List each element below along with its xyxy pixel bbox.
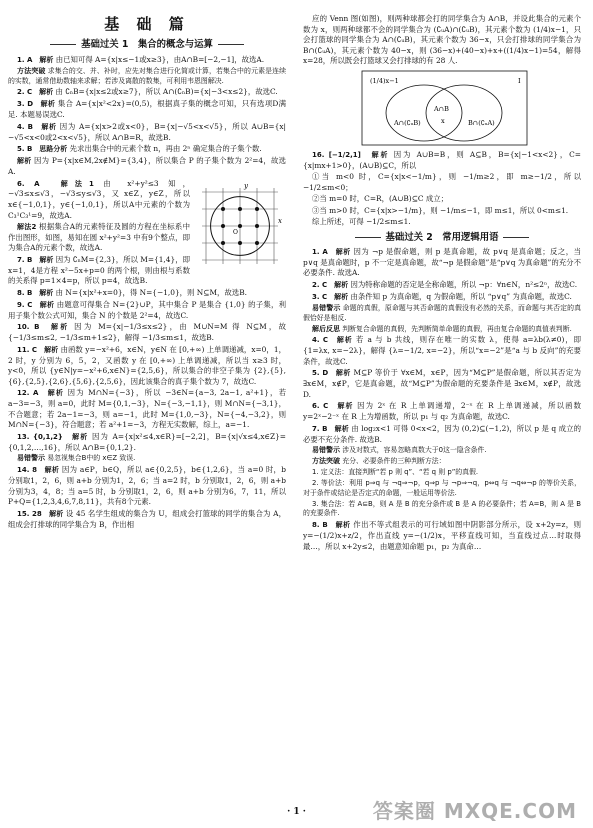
item-text: 因为 P={x|x∈M,2x∉M}={3,4}，所以集合 P 的子集个数为 2²=4，故选A.: [8, 156, 286, 177]
axis-label: y: [244, 181, 248, 190]
item-label: 11. C 解析: [17, 345, 59, 354]
venn-label: x: [441, 116, 445, 125]
right-paragraph: [303, 14, 581, 67]
item-label: 8. B 解析: [312, 521, 351, 530]
right-paragraph: [303, 457, 581, 467]
left-paragraph: [8, 388, 286, 430]
lattice-point: [238, 207, 242, 211]
venn-diagram: [322, 69, 562, 147]
right-paragraph: [303, 335, 581, 367]
lattice-point: [221, 224, 225, 228]
page-number: · 1 ·: [287, 807, 306, 817]
right-paragraph: [303, 292, 581, 303]
item-label: 解后反思: [312, 324, 340, 333]
item-text: 因为特称命题的否定是全称命题，所以 ¬p：∀n∈N，n²≤2ⁿ，故选C.: [350, 279, 578, 289]
item-text: 因为 A={x|x>2或x<0}，B={x|−√5<x<√5}，所以 A∪B={x|−√5<x<0或2<x<√5}，所以 A∩B=R，故选B.: [8, 121, 286, 142]
item-label: 2. C 解析: [312, 280, 349, 289]
origin-label: O: [233, 228, 238, 236]
right-paragraph: [303, 280, 581, 291]
right-paragraph: [303, 424, 581, 445]
item-label: 方法突破: [312, 457, 340, 466]
item-text: 由 N={x|x²+x=0}，得 N={−1,0}，则 N⊆M，故选B.: [55, 287, 247, 297]
item-text: 先求出集合中的元素个数 n，再由 2ⁿ 确定集合的子集个数.: [69, 144, 262, 154]
left-paragraph: [8, 345, 286, 387]
item-text: 求集合的交、并、补时，应先对集合进行化简或计算，若集合中的元素是连续的实数，通常借助数轴来求解；若涉及离散的数集，可利用韦恩图解决.: [8, 66, 286, 85]
item-label: 13. {0,1,2} 解析: [17, 432, 89, 441]
item-label: 2. C 解析: [17, 88, 54, 97]
right-paragraph: [303, 500, 581, 520]
item-text: 因为 2ˣ 在 R 上单调递增，2⁻ˣ 在 R 上单调递减，所以函数 y=2ˣ−2⁻ˣ 在 R 上为增函数，所以 p₁ 与 q₂ 为真命题，故选C.: [303, 401, 581, 422]
item-label: 6. A 解法1: [17, 179, 94, 188]
item-text: 1. 定义法：直接判断“若 p 则 q”、“若 q 则 p”的真假.: [312, 468, 479, 477]
item-label: 易错警示: [312, 446, 340, 455]
right-paragraph: [303, 304, 581, 324]
item-label: 5. B 思路分析: [17, 145, 68, 154]
section-heading-1: 基础过关 1 集合的概念与运算: [8, 38, 286, 51]
lattice-point: [238, 241, 242, 245]
item-label: 4. C 解析: [312, 336, 353, 345]
item-text: ③当 m>0 时，C={x|x>−1/m}，则 −1/m≤−1，即 m≤1，所以 0<m≤1.: [312, 205, 569, 215]
set-ellipse: [386, 85, 462, 141]
lattice-point: [238, 224, 242, 228]
item-label: 4. B 解析: [17, 122, 57, 131]
lattice-point: [221, 207, 225, 211]
item-text: 2. 等价法：利用 p⇒q 与 ¬q⇒¬p，q⇒p 与 ¬p⇒¬q，p⇔q 与 ¬q⇔¬p 的等价关系，对于条件或结论是否定式的命题，一般运用等价法.: [303, 478, 581, 497]
left-paragraph: [8, 55, 286, 66]
right-column: [303, 14, 581, 553]
right-paragraph: [303, 325, 581, 335]
item-text: 若 a 与 b 共线，则存在唯一的实数 λ，使得 a=λb(λ≠0)，即 {1=λx, x=−2λ}，解得 {λ=−1/2, x=−2}，所以“x=−2”是“a 与 b 反向”的充要条件，故选C.: [303, 335, 581, 366]
venn-label: (1/4)x−1: [370, 76, 399, 85]
venn-label: B∩(∁ᵤA): [468, 118, 495, 127]
item-label: 5. D 解析: [312, 369, 351, 378]
item-label: 7. B 解析: [312, 424, 349, 433]
left-paragraph: [8, 509, 286, 530]
lattice-point: [255, 224, 259, 228]
section-heading-2: 基础过关 2 常用逻辑用语: [303, 231, 581, 244]
venn-svg: [322, 69, 562, 147]
item-text: 3. 集合法：若 A⊆B，则 A 是 B 的充分条件或 B 是 A 的必要条件；若 A=B，则 A 是 B 的充要条件.: [303, 499, 581, 518]
lattice-svg: [194, 180, 286, 272]
item-label: 解析: [17, 157, 32, 166]
item-text: 因为 ∁ₙM={2,3}，所以 M={1,4}，即 x=1，4是方程 x²−5x+p=0 的两个根，则由根与系数的关系得 p=1×4=p，所以 p=4，故选B.: [8, 255, 190, 286]
item-text: 判断复合命题的真假，先判断简单命题的真假，再由复合命题的真值表判断.: [342, 324, 572, 333]
item-label: 10. B 解析: [17, 323, 70, 332]
item-text: 命题的真假，原命题与其否命题的真假没有必然的关系，而命题与其否定的真假恰好是相反.: [303, 303, 581, 322]
right-paragraph: [303, 150, 581, 171]
right-paragraph: [303, 247, 581, 279]
item-text: 因为 ¬p 是假命题，则 p 是真命题，故 p∨q 是真命题；反之，当 p∨q 是真命题时，p 不一定是真命题，故“¬p 是假命题”是“p∨q 为真命题”的充分不必要条件. 故选A.: [303, 246, 581, 278]
right-paragraph: [303, 479, 581, 499]
page-title: 基 础 篇: [104, 15, 190, 33]
item-text: 由 ∁ₙB={x|x≤2或x≥7}，所以 A∩(∁ₙB)={x|−3<x≤2}，故选C.: [55, 87, 278, 97]
item-text: ②当 m=0 时，C=R，(A∪B)⊆C 成立；: [312, 194, 449, 204]
venn-label: A∩B: [434, 104, 449, 113]
item-text: 由已知可得 A={x|x≤−1或x≥3}，由A∩B=[−2,−1]，故选A.: [55, 54, 265, 64]
item-text: 涉及对数式，容易忽略真数大于0这一隐含条件.: [342, 446, 487, 455]
item-text: 由 log₂x<1 可得 0<x<2，因为 (0,2)⊆(−1,2)，所以 p 是 q 成立的必要不充分条件. 故选B.: [303, 423, 581, 444]
left-paragraph: [8, 454, 286, 464]
right-paragraph: [303, 217, 581, 228]
axis-label: x: [278, 216, 282, 225]
item-text: 由条件知 p 为真命题，q 为假命题，所以 “p∨q” 为真命题，故选C.: [350, 291, 572, 301]
item-text: 因为 A={x|x²≤4,x∈R}=[−2,2]，B={x|√x≤4,x∈Z}={0,1,2,…,16}，所以 A∩B={0,1,2}.: [8, 431, 287, 452]
item-text: ①当 m<0 时，C={x|x<−1/m}，则 −1/m≥2，即 m≥−1/2，所以 −1/2≤m<0；: [303, 172, 581, 192]
left-paragraph: [8, 465, 286, 507]
item-text: 易忽视集合B中的 x∈Z 致误.: [47, 454, 136, 463]
left-paragraph: [8, 288, 286, 299]
item-text: 因为 M∩N={−3}，所以 −3∈N={a−3, 2a−1, a²+1}，若 a−3=−3，则 a=0，此时 M={0,1,−3}，N={−3,−1,1}，则 M∩N={−3,1}，不合题意；若 2a−1=−3，则 a=−1，此时 M={1,0,−3}，N={−4,−3,2}，则 M∩N={−3}，符合题意；若 a²+1=−3，方程无实数解，综上，a=−1.: [8, 388, 286, 430]
item-label: 3. D 解析: [17, 100, 56, 109]
left-paragraph: [8, 300, 286, 321]
item-text: 集合 A={x|x²<2x}=(0,5)，根据真子集的概念可知，只有选项D满足. 本题易误选C.: [8, 99, 286, 120]
left-paragraph: [8, 322, 286, 343]
right-paragraph: [303, 401, 581, 422]
circle-lattice-figure: [194, 180, 286, 272]
item-label: 8. B 解析: [17, 288, 54, 297]
item-text: 由函数 y=−x²+6，x∈N，y∈N 在 [0,+∞) 上单调递减，x=0，1，2 时，y 分别为 6，5，2，又函数 y 在 [0,+∞) 上单调递减，所以当 x≥3 时，y<0，所以 {y∈N|y=−x²+6,x∈N}={2,5,6}，所以集合的非空子集为 {2},{5},{6},{2,5},{2,6},{5,6},{2,5,6}，因此该集合的真子集个数为 7，故选C.: [8, 344, 286, 386]
item-text: 作出不等式组表示的可行域如图中阴影部分所示，设 x+2y=z，则 y=−(1/2)x+z/2，作出直线 y=−(1/2)x，平移直线可知，当直线过点…时取得最…，所以 x+2y≤2，由题意知命题 p₁，p₂ 为真命…: [303, 520, 581, 551]
item-text: 充分、必要条件的三种判断方法：: [342, 457, 446, 466]
item-label: 6. C 解析: [312, 402, 354, 411]
venn-label: I: [518, 76, 521, 85]
item-text: 根据集合A的元素特征及圆的方程在坐标系中作出图形，如图，易知在圆 x²+y²=3 中有9个整点，即为集合A的元素个数，故选A.: [8, 222, 190, 253]
item-label: 易错警示: [17, 454, 45, 463]
item-text: 综上所述，可得 −1/2≤m≤1.: [312, 217, 411, 227]
left-paragraph: [8, 87, 286, 98]
left-paragraph: [8, 432, 286, 453]
right-paragraph: [303, 206, 581, 217]
right-paragraph: [303, 194, 581, 205]
item-text: 因为 M={x|−1/3≤x≤2}，由 M∪N=M 得 N⊆M，故 {−1/3≤m≤2, −1/3≤m+1≤2}，解得 −1/3≤m≤1，故选B.: [8, 322, 286, 343]
right-paragraph: [303, 446, 581, 456]
left-paragraph: [8, 156, 286, 177]
item-text: 应的 Venn 图(如图)，则两种球都会打的同学集合为 A∩B，并设此集合的元素个数为 x，则两种球都不会的同学集合为 (∁ᵤA)∩(∁ᵤB)，其元素个数为 (1/4)x−1，只会打篮球的同学集合为 A∩(∁ᵤB)，其元素个数为 36−x，只会打排球的同学集合为 B∩(∁ᵤA)，其元素个数为 40−x，则 (36−x)+(40−x)+x+((1/4)x−1)=54，解得 x=28，所以既会打篮球又会打排球的有 28 人.: [303, 14, 581, 66]
item-text: 因为 a∈P，b∈Q，所以 a∈{0,2,5}，b∈{1,2,6}，当 a=0 时，b 分别取1，2，6，则 a+b 分别为1，2，6；当 a=2 时，b 分别取1，2，6，则 a+b 分别为3，4，8；当 a=5 时，b 分别取1，2，6，则 a+b 分别为6，7，11，所以 P+Q={1,2,3,4,6,7,8,11}，共有8个元素.: [8, 465, 286, 507]
item-label: 方法突破: [17, 66, 46, 75]
item-text: M⊆P 等价于 ∀x∈M，x∈P，因为“M⊆P”是假命题，所以其否定为 ∃x∈M，x∉P，它是真命题，故“M⊆P”为假命题的充要条件是 ∃x∈M，x∉P，故选D.: [303, 368, 581, 399]
left-paragraph: [8, 67, 286, 87]
venn-label: A∩(∁ᵤB): [394, 118, 421, 127]
right-paragraph: [303, 172, 581, 193]
lattice-point: [221, 241, 225, 245]
lattice-point: [255, 207, 259, 211]
item-label: 3. C 解析: [312, 292, 349, 301]
left-paragraph: [8, 99, 286, 120]
item-text: 由题意可得集合 N={2}∪P，其中集合 P 是集合 {1,0} 的子集，利用子集个数公式可知，集合 N 的个数是 2²=4，故选C.: [8, 299, 286, 320]
item-label: 12. A 解析: [17, 389, 65, 398]
right-paragraph: [303, 468, 581, 478]
item-label: 易错警示: [312, 303, 341, 312]
item-label: 9. C 解析: [17, 300, 55, 309]
item-label: 15. 28 解析: [17, 509, 64, 518]
item-label: 1. A 解析: [312, 247, 351, 256]
left-paragraph: [8, 122, 286, 143]
item-label: 解法2: [17, 223, 37, 232]
right-paragraph: [303, 520, 581, 552]
lattice-point: [255, 241, 259, 245]
set-ellipse: [426, 85, 502, 141]
left-paragraph: [8, 144, 286, 155]
right-paragraph: [303, 368, 581, 400]
item-label: 16. [−1/2,1] 解析: [312, 150, 390, 159]
item-label: 14. 8 解析: [17, 466, 60, 475]
item-text: 由 x²+y²≤3 知，−√3≤x≤√3，−√3≤y≤√3，又 x∈Z，y∈Z，所以 x∈{−1,0,1}，y∈{−1,0,1}，所以A中元素的个数为 C₃¹C₃¹=9，故选A.: [8, 178, 190, 220]
watermark-logo: 答案圈 MXQE.COM: [372, 799, 577, 823]
left-column: [8, 14, 286, 531]
item-text: 设 45 名学生组成的集合为 U，组成会打篮球的同学的集合为 A，组成会打排球的同学集合为 B，作出相: [8, 508, 286, 529]
item-label: 7. B 解析: [17, 256, 54, 264]
item-text: 因为 A∪B=B，则 A⊆B，B={x|−1<x<2}，C={x|mx+1>0}，(A∪B)⊆C，所以: [303, 149, 581, 170]
item-label: 1. A 解析: [17, 55, 54, 64]
